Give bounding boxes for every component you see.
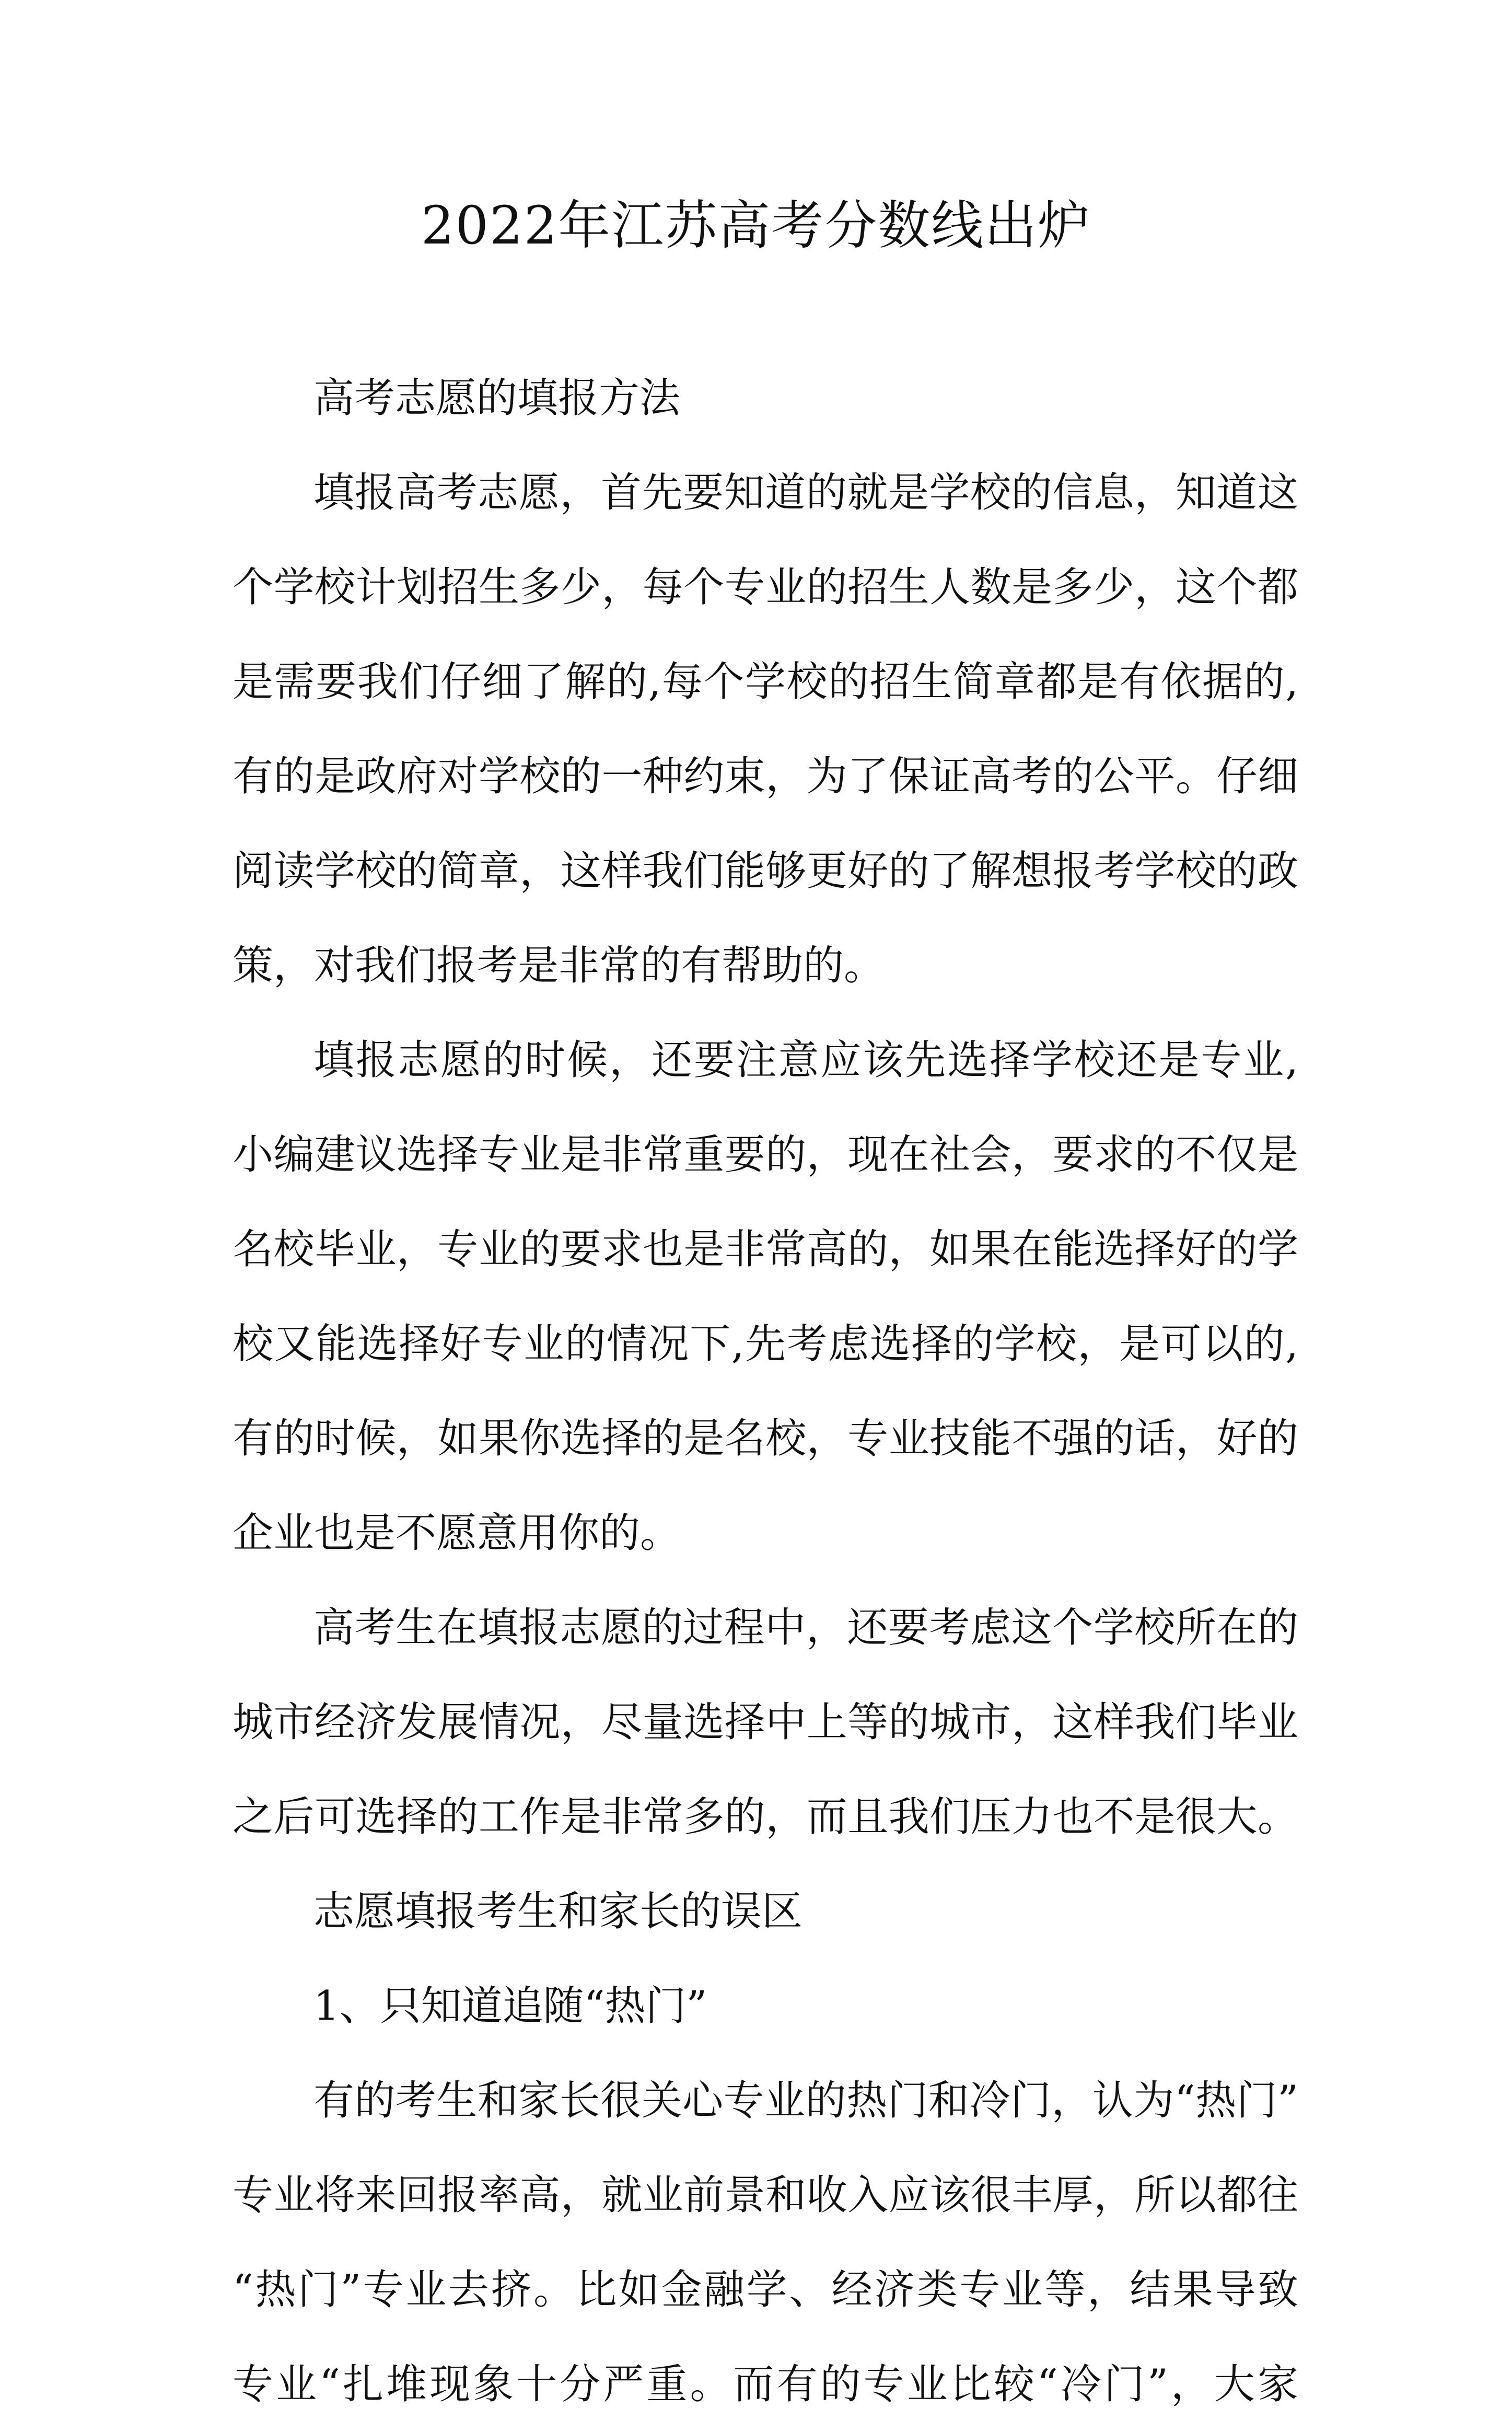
paragraph-line: 小编建议选择专业是非常重要的，现在社会，要求的不仅是 [232, 1131, 1298, 1178]
paragraph-line: 策，对我们报考是非常的有帮助的。 [232, 942, 885, 989]
section-heading-volunteer-method: 高考志愿的填报方法 [313, 375, 681, 422]
page-title: 2022年江苏高考分数线出炉 [421, 195, 1091, 256]
paragraph-line: 校又能选择好专业的情况下,先考虑选择的学校，是可以的, [232, 1321, 1298, 1368]
paragraph-line: 有的是政府对学校的一种约束，为了保证高考的公平。仔细 [232, 753, 1298, 800]
paragraph-line: 有的考生和家长很关心专业的热门和冷门，认为“热门” [313, 2077, 1298, 2124]
paragraph-line: 有的时候，如果你选择的是名校，专业技能不强的话，好的 [232, 1415, 1298, 1462]
paragraph-line: 专业“扎堆现象十分严重。而有的专业比较“冷门”，大家 [232, 2361, 1298, 2408]
paragraph-line: 个学校计划招生多少，每个专业的招生人数是多少，这个都 [232, 564, 1298, 611]
paragraph-line: 城市经济发展情况，尽量选择中上等的城市，这样我们毕业 [232, 1699, 1298, 1746]
paragraph-line: “热门”专业去挤。比如金融学、经济类专业等，结果导致 [232, 2266, 1298, 2313]
paragraph-line: 之后可选择的工作是非常多的，而且我们压力也不是很大。 [232, 1793, 1298, 1840]
article-body [232, 351, 1298, 2432]
paragraph-line: 填报志愿的时候，还要注意应该先选择学校还是专业, [313, 1037, 1298, 1084]
paragraph-line: 名校毕业，专业的要求也是非常高的，如果在能选择好的学 [232, 1226, 1298, 1273]
paragraph-line: 是需要我们仔细了解的,每个学校的招生简章都是有依据的, [232, 658, 1298, 705]
paragraph-line: 专业将来回报率高，就业前景和收入应该很丰厚，所以都往 [232, 2172, 1298, 2219]
section-heading-misconceptions: 志愿填报考生和家长的误区 [313, 1888, 803, 1935]
subheading-hot-majors: 1、只知道追随“热门” [313, 1983, 707, 2030]
paragraph-line: 填报高考志愿，首先要知道的就是学校的信息，知道这 [313, 469, 1298, 516]
paragraph-line: 高考生在填报志愿的过程中，还要考虑这个学校所在的 [313, 1604, 1298, 1651]
paragraph-line: 企业也是不愿意用你的。 [232, 1510, 681, 1557]
paragraph-line: 阅读学校的简章，这样我们能够更好的了解想报考学校的政 [232, 848, 1298, 895]
